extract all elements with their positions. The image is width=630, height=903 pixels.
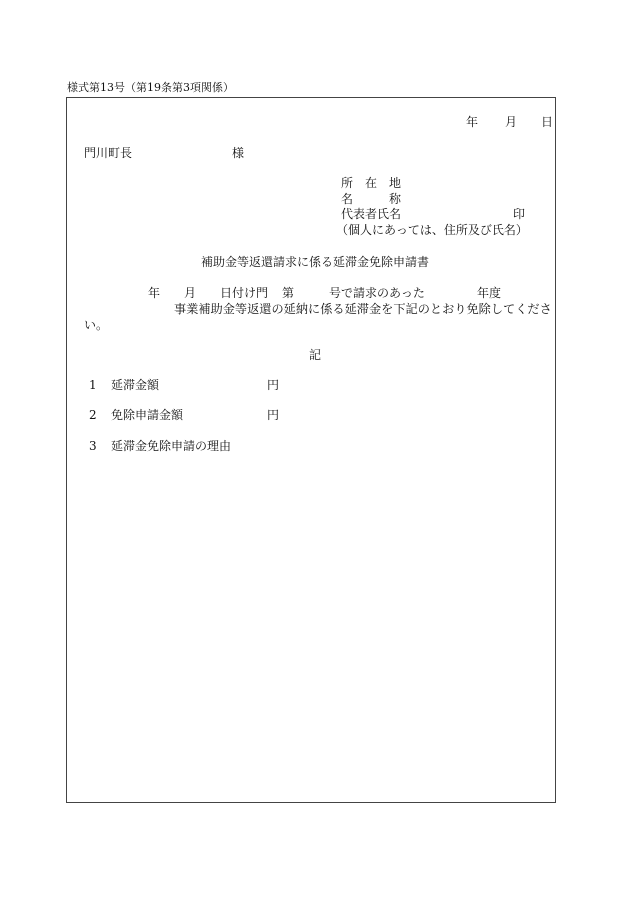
date-month-label: 月 (505, 115, 518, 129)
item-unit: 円 (267, 378, 280, 392)
body-day-ref: 日付け門 (220, 286, 269, 300)
body-dai: 第 (282, 286, 295, 300)
addressee-name: 門川町長 (84, 146, 133, 160)
item-number: 1 (89, 378, 97, 392)
body-go: 号で請求のあった (329, 286, 425, 300)
item-number: 2 (89, 408, 97, 422)
applicant-note: （個人にあっては、住所及び氏名） (336, 223, 528, 237)
seal-mark: 印 (513, 207, 526, 221)
date-year-label: 年 (466, 115, 479, 129)
applicant-rep-label: 代表者氏名 (341, 207, 402, 221)
ki-heading: 記 (308, 348, 321, 362)
item-label: 延滞金免除申請の理由 (111, 439, 232, 453)
item-unit: 円 (267, 408, 280, 422)
body-year: 年 (148, 286, 161, 300)
document-title: 補助金等返還請求に係る延滞金免除申請書 (200, 255, 429, 269)
applicant-address-label: 所 在 地 (341, 176, 402, 190)
addressee-honorific: 様 (232, 146, 245, 160)
item-label: 延滞金額 (111, 378, 160, 392)
item-number: 3 (89, 439, 97, 453)
body-main-text: 事業補助金等返還の延納に係る延滞金を下記のとおり免除してくださ (174, 302, 552, 316)
body-nendo: 年度 (477, 286, 502, 300)
body-month: 月 (184, 286, 197, 300)
body-continuation: い。 (84, 318, 109, 332)
item-label: 免除申請金額 (111, 408, 184, 422)
applicant-name-label: 名 称 (341, 192, 402, 206)
form-number-label: 様式第13号（第19条第3項関係） (67, 81, 234, 94)
date-day-label: 日 (541, 115, 554, 129)
